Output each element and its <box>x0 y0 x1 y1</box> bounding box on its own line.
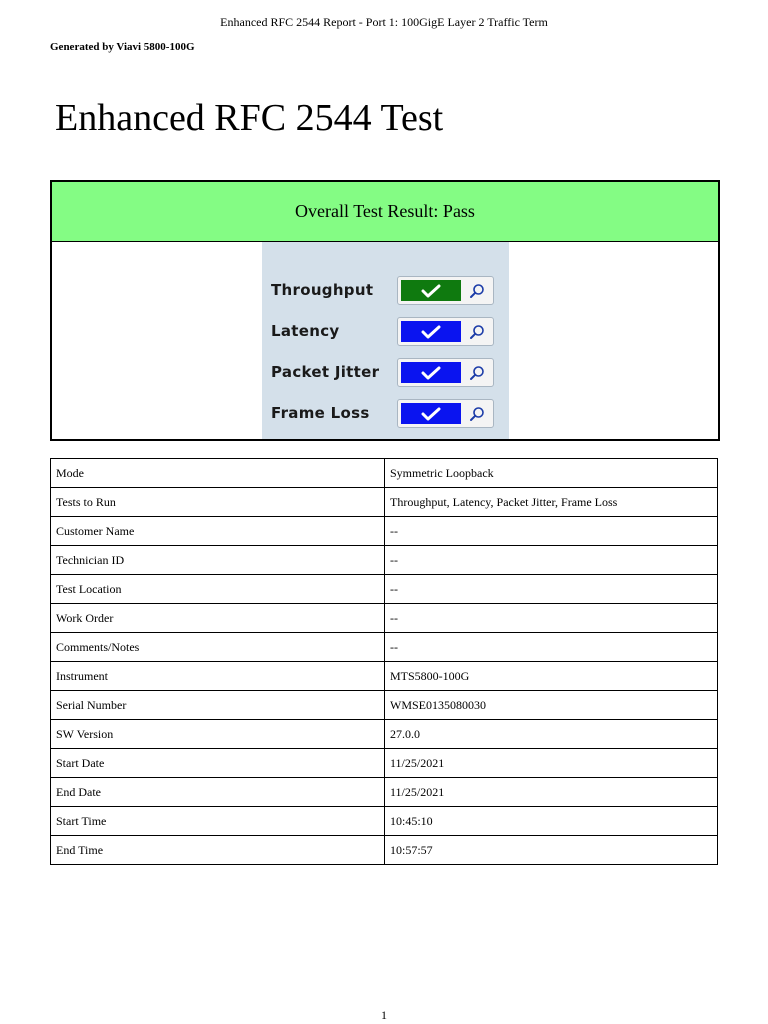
row-key: Comments/Notes <box>51 633 385 662</box>
row-key: Work Order <box>51 604 385 633</box>
table-row <box>51 778 718 807</box>
row-key: Start Time <box>51 807 385 836</box>
result-label: Packet Jitter <box>271 363 380 381</box>
checkmark-icon <box>401 403 461 424</box>
row-value: 10:57:57 <box>385 836 718 865</box>
table-row <box>51 459 718 488</box>
row-key: Customer Name <box>51 517 385 546</box>
row-value: -- <box>385 633 718 662</box>
table-row <box>51 488 718 517</box>
row-value: -- <box>385 546 718 575</box>
row-key: End Date <box>51 778 385 807</box>
row-key: Technician ID <box>51 546 385 575</box>
checkmark-icon <box>401 280 461 301</box>
table-row <box>51 749 718 778</box>
row-value: WMSE0135080030 <box>385 691 718 720</box>
running-header: Enhanced RFC 2544 Report - Port 1: 100GigE Layer 2 Traffic Term <box>220 15 548 29</box>
result-widget[interactable] <box>397 276 494 305</box>
row-value: Throughput, Latency, Packet Jitter, Frame Loss <box>385 488 718 517</box>
table-row <box>51 575 718 604</box>
row-value: Symmetric Loopback <box>385 459 718 488</box>
table-row <box>51 662 718 691</box>
row-key: Tests to Run <box>51 488 385 517</box>
magnifier-icon[interactable] <box>466 404 488 424</box>
row-key: Instrument <box>51 662 385 691</box>
result-label: Throughput <box>271 281 374 299</box>
test-results-panel <box>262 242 509 439</box>
table-row <box>51 517 718 546</box>
row-key: Mode <box>51 459 385 488</box>
overall-result-box <box>50 180 720 441</box>
table-row <box>51 720 718 749</box>
table-row <box>51 604 718 633</box>
row-value: -- <box>385 517 718 546</box>
result-widget[interactable] <box>397 317 494 346</box>
result-label: Frame Loss <box>271 404 370 422</box>
result-row-frame-loss <box>262 399 509 433</box>
magnifier-icon[interactable] <box>466 363 488 383</box>
result-row-latency <box>262 317 509 351</box>
row-key: End Time <box>51 836 385 865</box>
row-value: 11/25/2021 <box>385 749 718 778</box>
checkmark-icon <box>401 321 461 342</box>
page-number: 1 <box>381 1008 387 1022</box>
magnifier-icon[interactable] <box>466 322 488 342</box>
result-widget[interactable] <box>397 358 494 387</box>
row-value: 10:45:10 <box>385 807 718 836</box>
row-value: 11/25/2021 <box>385 778 718 807</box>
row-key: Start Date <box>51 749 385 778</box>
row-key: SW Version <box>51 720 385 749</box>
row-key: Serial Number <box>51 691 385 720</box>
row-key: Test Location <box>51 575 385 604</box>
result-row-packet-jitter <box>262 358 509 392</box>
checkmark-icon <box>401 362 461 383</box>
row-value: -- <box>385 604 718 633</box>
result-label: Latency <box>271 322 340 340</box>
row-value: 27.0.0 <box>385 720 718 749</box>
table-row <box>51 546 718 575</box>
table-row <box>51 691 718 720</box>
row-value: MTS5800-100G <box>385 662 718 691</box>
overall-result-banner: Overall Test Result: Pass <box>52 182 718 242</box>
result-widget[interactable] <box>397 399 494 428</box>
test-info-table <box>50 458 718 865</box>
table-row <box>51 633 718 662</box>
table-row <box>51 836 718 865</box>
page-title: Enhanced RFC 2544 Test <box>55 97 444 139</box>
result-row-throughput <box>262 276 509 310</box>
row-value: -- <box>385 575 718 604</box>
table-row <box>51 807 718 836</box>
magnifier-icon[interactable] <box>466 281 488 301</box>
generated-by-label: Generated by Viavi 5800-100G <box>50 41 195 53</box>
